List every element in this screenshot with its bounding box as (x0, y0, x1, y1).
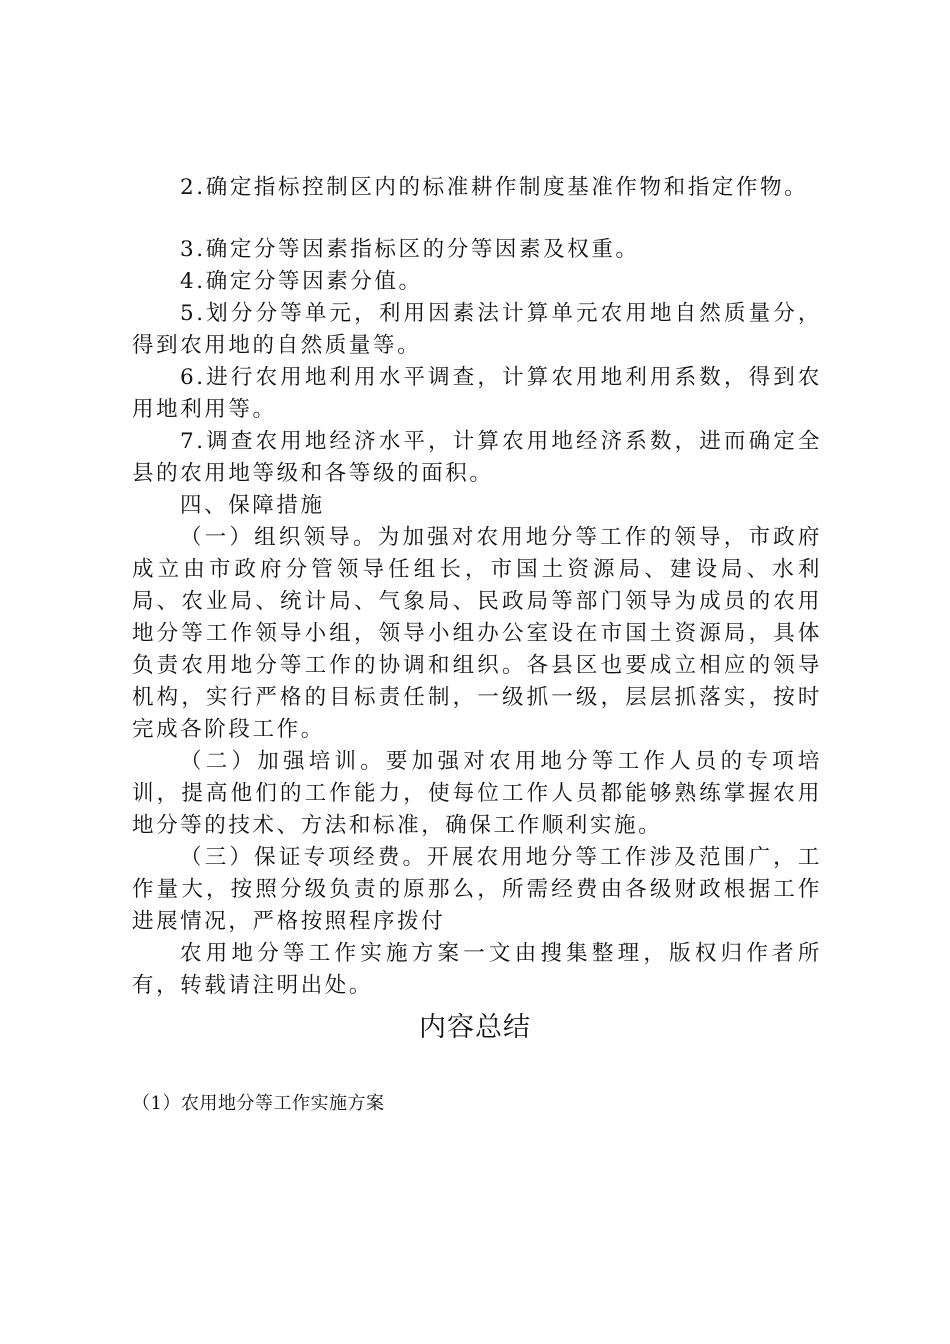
paragraph-step-4: 4.确定分等因素分值。 (180, 269, 423, 294)
paragraph-organization-leadership: （一）组织领导。为加强对农用地分等工作的领导，市政府成立由市政府分管领导任组长，市国土资源局、建设局、水利局、农业局、统计局、气象局、民政局等部门领导为成员的农用地分等工作领导小组，领导小组办公室设在市国土资源局，具体负责农用地分等工作的协调和组织。各县区也要成立相应的领导机构，实行严格的目标责任制，一级抓一级，层层抓落实，按时完成各阶段工作。 (132, 525, 822, 742)
paragraph-funding: （三）保证专项经费。开展农用地分等工作涉及范围广，工作量大，按照分级负责的原那么，所需经费由各级财政根据工作进展情况，严格按照程序拨付 (132, 845, 822, 934)
document-body (132, 172, 822, 1002)
summary-item: （1）农用地分等工作实施方案 (132, 1093, 385, 1114)
paragraph-training: （二）加强培训。要加强对农用地分等工作人员的专项培训，提高他们的工作能力，使每位工作人员都能够熟练掌握农用地分等的技术、方法和标准，确保工作顺利实施。 (132, 749, 822, 838)
summary-title: 内容总结 (419, 1012, 531, 1043)
paragraph-copyright-notice: 农用地分等工作实施方案一文由搜集整理，版权归作者所有，转载请注明出处。 (132, 941, 822, 998)
paragraph-gap (132, 204, 822, 234)
paragraph-step-6: 6.进行农用地利用水平调查，计算农用地利用系数，得到农用地利用等。 (132, 365, 822, 422)
paragraph-step-5: 5.划分分等单元，利用因素法计算单元农用地自然质量分，得到农用地的自然质量等。 (132, 301, 822, 358)
paragraph-step-7: 7.调查农用地经济水平，计算农用地经济系数，进而确定全县的农用地等级和各等级的面积。 (132, 429, 822, 486)
section-heading-safeguards: 四、保障措施 (180, 493, 325, 518)
paragraph-step-2: 2.确定指标控制区内的标准耕作制度基准作物和指定作物。 (180, 175, 809, 200)
paragraph-step-3: 3.确定分等因素指标区的分等因素及权重。 (180, 237, 640, 262)
